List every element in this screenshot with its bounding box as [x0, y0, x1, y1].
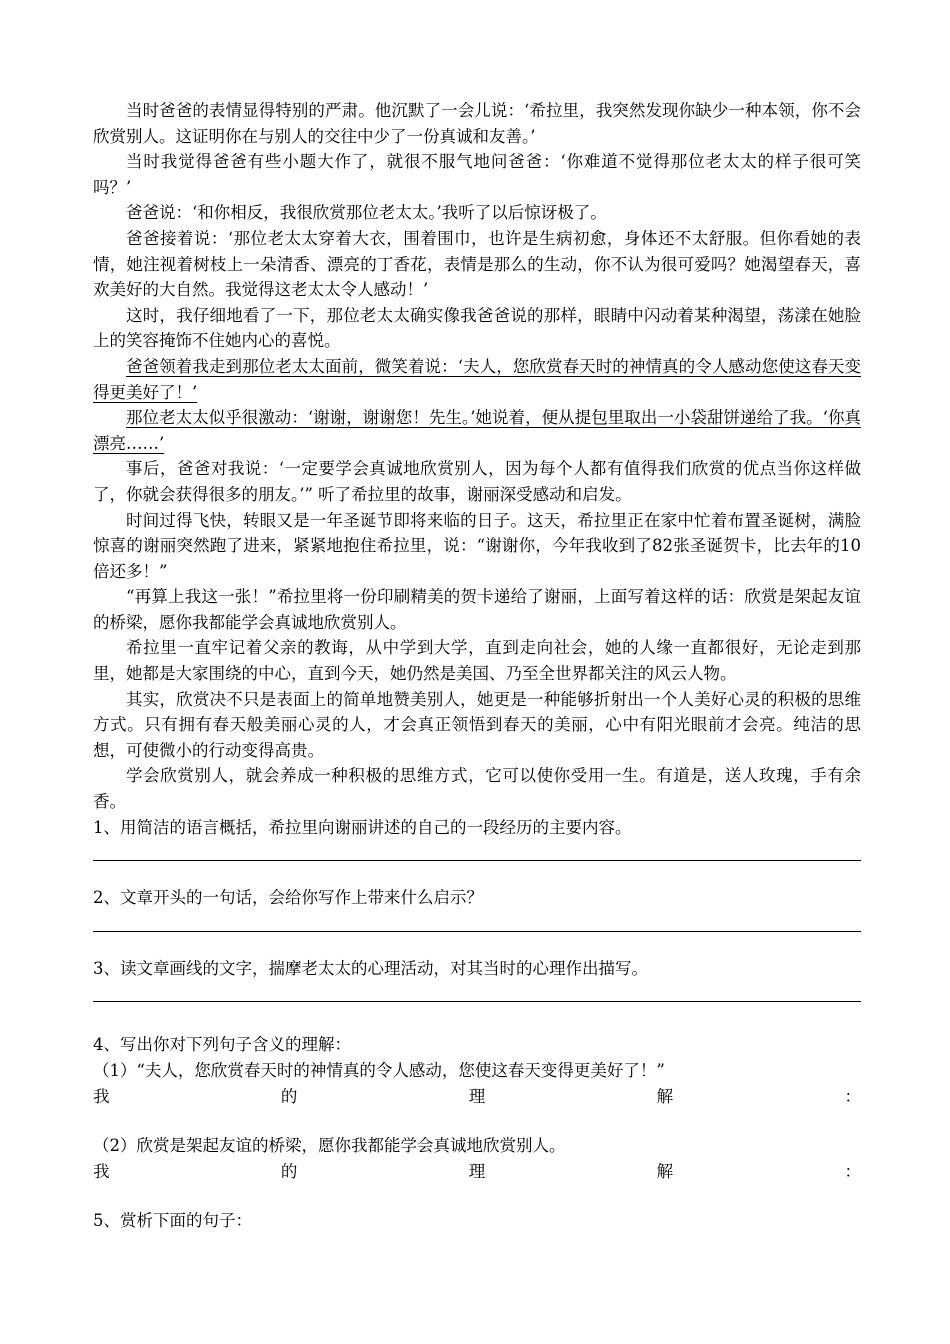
question-5: 5、赏析下面的句子： — [93, 1211, 252, 1231]
underlined-paragraph-1: 爸爸领着我走到那位老太太面前，微笑着说：‘夫人，您欣赏春天时的神情真的令人感动您使这春天变得更美好了！’ — [93, 356, 861, 402]
story-paragraph-3: 爸爸说：‘和你相反，我很欣赏那位老太太。’我听了以后惊讶极了。 — [126, 203, 607, 223]
story-paragraph-10: “再算上我这一张！”希拉里将一份印刷精美的贺卡递给了谢丽，上面写着这样的话：欣赏是架起友谊的桥梁，愿你我都能学会真诚地欣赏别人。 — [93, 587, 861, 632]
question-4-item-2: （2）欣赏是架起友谊的桥梁，愿你我都能学会真诚地欣赏别人。 — [93, 1136, 566, 1156]
answer-line-3[interactable] — [93, 1001, 861, 1002]
story-paragraph-2: 当时我觉得爸爸有些小题大作了，就很不服气地问爸爸：‘你难道不觉得那位老太太的样子很可笑吗？’ — [93, 152, 861, 197]
story-paragraph-9: 时间过得飞快，转眼又是一年圣诞节即将来临的日子。这天，希拉里正在家中忙着布置圣诞树，满脸惊喜的谢丽突然跑了进来，紧紧地抱住希拉里，说：“谢谢你，今年我收到了82张圣诞贺卡，比去年的10倍还多！” — [93, 510, 861, 581]
answer-line-1[interactable] — [93, 860, 861, 861]
answer-label-2[interactable]: 我 的 理 解 ： — [93, 1161, 861, 1181]
story-paragraph-8: 事后，爸爸对我说：‘一定要学会真诚地欣赏别人，因为每个人都有值得我们欣赏的优点当你这样做了，你就会获得很多的朋友。’” 听了希拉里的故事，谢丽深受感动和启发。 — [93, 459, 861, 504]
story-paragraph-12: 其实，欣赏决不只是表面上的简单地赞美别人，她更是一种能够折射出一个人美好心灵的积极的思维方式。只有拥有春天般美丽心灵的人，才会真正领悟到春天的美丽，心中有阳光眼前才会亮。纯洁的思想，可使微小的行动变得高贵。 — [93, 689, 861, 760]
question-3: 3、读文章画线的文字，揣摩老太太的心理活动，对其当时的心理作出描写。 — [93, 958, 648, 978]
story-paragraph-11: 希拉里一直牢记着父亲的教诲，从中学到大学，直到走向社会，她的人缘一直都很好，无论走到那里，她都是大家围绕的中心，直到今天，她仍然是美国、乃至全世界都关注的风云人物。 — [93, 638, 861, 684]
answer-label-1[interactable]: 我 的 理 解 ： — [93, 1086, 861, 1106]
story-paragraph-4: 爸爸接着说：‘那位老太太穿着大衣，围着围巾，也许是生病初愈，身体还不太舒服。但你看她的表情，她注视着树枝上一朵清香、漂亮的丁香花，表情是那么的生动，你不认为很可爱吗？她渴望春天，喜欢美好的大自然。我觉得这老太太令人感动！’ — [93, 228, 861, 300]
story-paragraph-13: 学会欣赏别人，就会养成一种积极的思维方式，它可以使你受用一生。有道是，送人玫瑰，手有余香。 — [93, 766, 861, 812]
answer-line-2[interactable] — [93, 931, 861, 932]
story-paragraph-1: 当时爸爸的表情显得特别的严肃。他沉默了一会儿说：‘希拉里，我突然发现你缺少一种本领，你不会欣赏别人。这证明你在与别人的交往中少了一份真诚和友善。’ — [93, 101, 861, 146]
question-4-item-1: （1）“夫人，您欣赏春天时的神情真的令人感动，您使这春天变得更美好了！” — [93, 1061, 665, 1080]
question-4: 4、写出你对下列句子含义的理解： — [93, 1035, 351, 1055]
question-1: 1、用简洁的语言概括，希拉里向谢丽讲述的自己的一段经历的主要内容。 — [93, 817, 632, 837]
question-2: 2、文章开头的一句话，会给你写作上带来什么启示？ — [93, 888, 483, 908]
worksheet-page — [93, 98, 861, 1234]
story-paragraph-5: 这时，我仔细地看了一下，那位老太太确实像我爸爸说的那样，眼睛中闪动着某种渴望，荡漾在她脸上的笑容掩饰不住她内心的喜悦。 — [93, 305, 861, 351]
underlined-paragraph-2: 那位老太太似乎很激动：‘谢谢，谢谢您！先生。’她说着，便从提包里取出一小袋甜饼递给了我。‘你真漂亮……’ — [93, 408, 861, 453]
